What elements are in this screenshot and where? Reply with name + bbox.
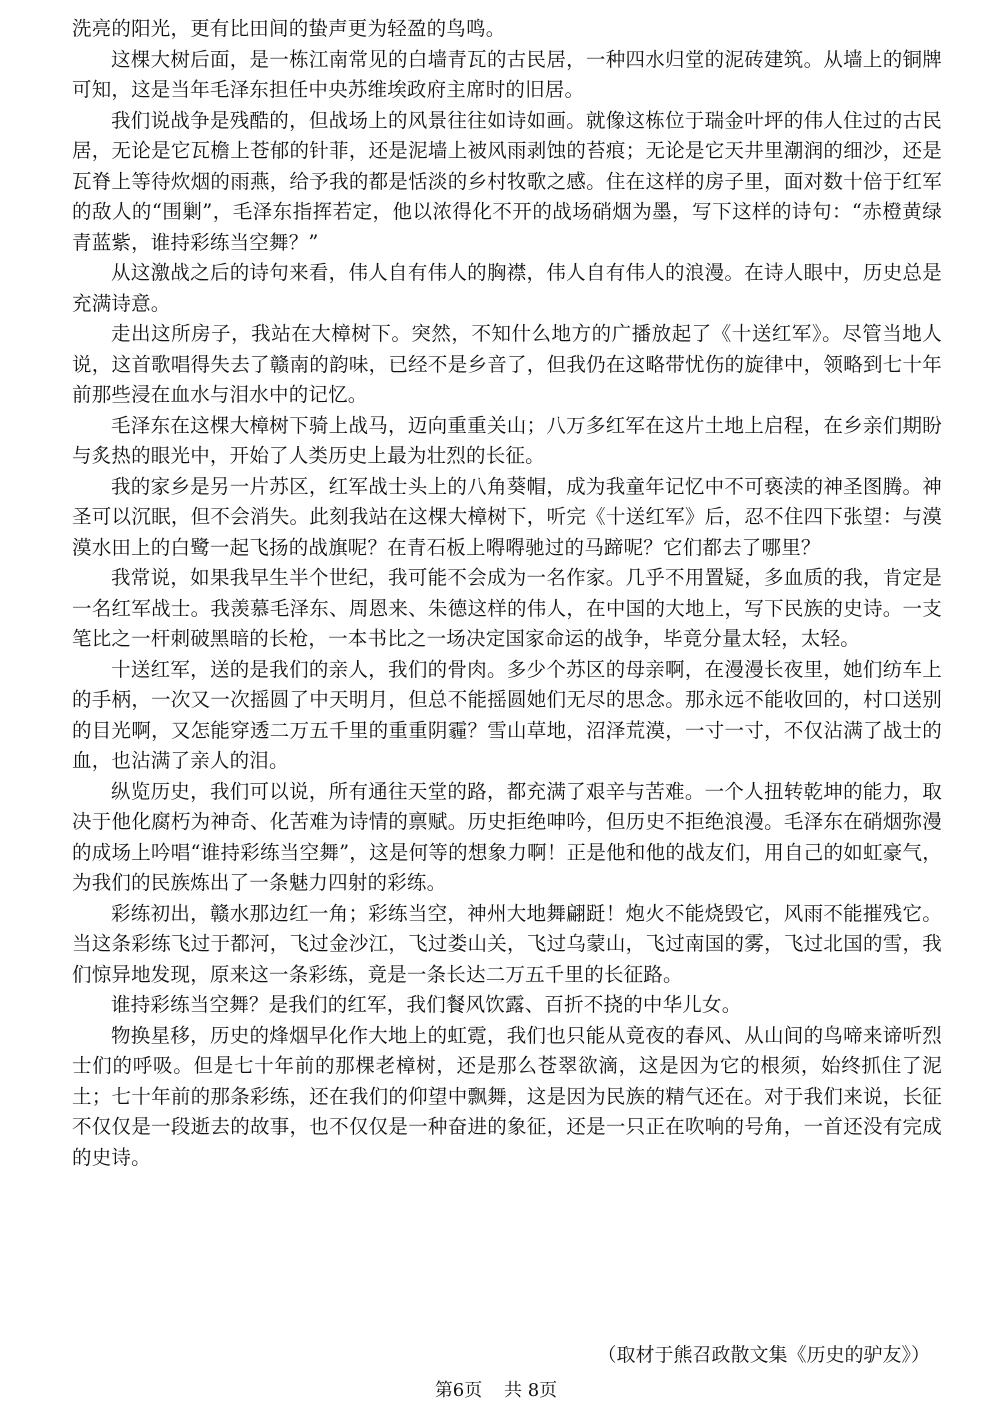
source-citation: （取材于熊召政散文集《历史的驴友》） xyxy=(597,1344,930,1366)
page-footer xyxy=(0,1376,992,1402)
paragraph-6: 毛泽东在这棵大樟树下骑上战马，迈向重重关山；八万多红军在这片土地上启程，在乡亲们期盼与炙热的眼光中，开始了人类历史上最为壮烈的长征。 xyxy=(72,413,942,467)
paragraph-7: 我的家乡是另一片苏区，红军战士头上的八角葵帽，成为我童年记忆中不可亵渎的神圣图腾。神圣可以沉眠，但不会消失。此刻我站在这棵大樟树下，听完《十送红军》后，忍不住四下张望：与漠漠水田上的白鹭一起飞扬的战旗呢？在青石板上嘚嘚驰过的马蹄呢？它们都去了哪里？ xyxy=(72,474,942,559)
paragraph-2: 这棵大树后面，是一栋江南常见的白墙青瓦的古民居，一种四水归堂的泥砖建筑。从墙上的铜牌可知，这是当年毛泽东担任中央苏维埃政府主席时的旧居。 xyxy=(72,47,942,101)
article-body xyxy=(72,14,942,1173)
paragraph-11: 彩练初出，赣水那边红一角；彩练当空，神州大地舞翩跹！炮火不能烧毁它，风雨不能摧残它。当这条彩练飞过于都河，飞过金沙江，飞过娄山关，飞过乌蒙山，飞过南国的雾，飞过北国的雪，我们惊异地发现，原来这一条彩练，竟是一条长达二万五千里的长征路。 xyxy=(72,901,942,986)
paragraph-12: 谁持彩练当空舞？是我们的红军，我们餐风饮露、百折不挠的中华儿女。 xyxy=(111,993,742,1016)
paragraph-3: 我们说战争是残酷的，但战场上的风景往往如诗如画。就像这栋位于瑞金叶坪的伟人住过的古民居，无论是它瓦檐上苍郁的针菲，还是泥墙上被风雨剥蚀的苔痕；无论是它天井里潮润的细沙，还是瓦脊上等待炊烟的雨燕，给予我的都是恬淡的乡村牧歌之感。住在这样的房子里，面对数十倍于红军的敌人的“围剿”，毛泽东指挥若定，他以浓得化不开的战场硝烟为墨，写下这样的诗句：“赤橙黄绿青蓝紫，谁持彩练当空舞？” xyxy=(72,108,942,254)
paragraph-10: 纵览历史，我们可以说，所有通往天堂的路，都充满了艰辛与苦难。一个人扭转乾坤的能力，取决于他化腐朽为神奇、化苦难为诗情的禀赋。历史拒绝呻吟，但历史不拒绝浪漫。毛泽东在硝烟弥漫的成场上吟唱“谁持彩练当空舞”，这是何等的想象力啊！正是他和他的战友们，用自己的如虹豪气，为我们的民族炼出了一条魅力四射的彩练。 xyxy=(72,779,942,894)
paragraph-5: 走出这所房子，我站在大樟树下。突然，不知什么地方的广播放起了《十送红军》。尽管当地人说，这首歌唱得失去了赣南的韵味，已经不是乡音了，但我仍在这略带忧伤的旋律中，领略到七十年前那些浸在血水与泪水中的记忆。 xyxy=(72,322,942,406)
paragraph-13: 物换星移，历史的烽烟早化作大地上的虹霓，我们也只能从竟夜的春风、从山间的鸟啼来谛听烈士们的呼吸。但是七十年前的那棵老樟树，还是那么苍翠欲滴，这是因为它的根须，始终抓住了泥土；七十年前的那条彩练，还在我们的仰望中飘舞，这是因为民族的精气还在。对于我们来说，长征不仅仅是一段逝去的故事，也不仅仅是一种奋进的象征，还是一只正在吹响的号角，一首还没有完成的史诗。 xyxy=(72,1023,942,1169)
page-number: 第6页 xyxy=(434,1380,483,1401)
paragraph-4: 从这激战之后的诗句来看，伟人自有伟人的胸襟，伟人自有伟人的浪漫。在诗人眼中，历史总是充满诗意。 xyxy=(72,261,942,315)
paragraph-1: 洗亮的阳光，更有比田间的蛰声更为轻盈的鸟鸣。 xyxy=(72,17,506,40)
paragraph-9: 十送红军，送的是我们的亲人，我们的骨肉。多少个苏区的母亲啊，在漫漫长夜里，她们纺车上的手柄，一次又一次摇圆了中天明月，但总不能摇圆她们无尽的思念。那永远不能收回的，村口送别的目光啊，又怎能穿透二万五千里的重重阴霾？雪山草地，沼泽荒漠，一寸一寸，不仅沾满了战士的血，也沾满了亲人的泪。 xyxy=(72,657,942,772)
page-total: 共 8页 xyxy=(504,1380,558,1401)
paragraph-8: 我常说，如果我早生半个世纪，我可能不会成为一名作家。几乎不用置疑，多血质的我，肯定是一名红军战士。我羡慕毛泽东、周恩来、朱德这样的伟人，在中国的大地上，写下民族的史诗。一支笔比之一杆刺破黑暗的长枪，一本书比之一场决定国家命运的战争，毕竟分量太轻，太轻。 xyxy=(72,566,942,650)
